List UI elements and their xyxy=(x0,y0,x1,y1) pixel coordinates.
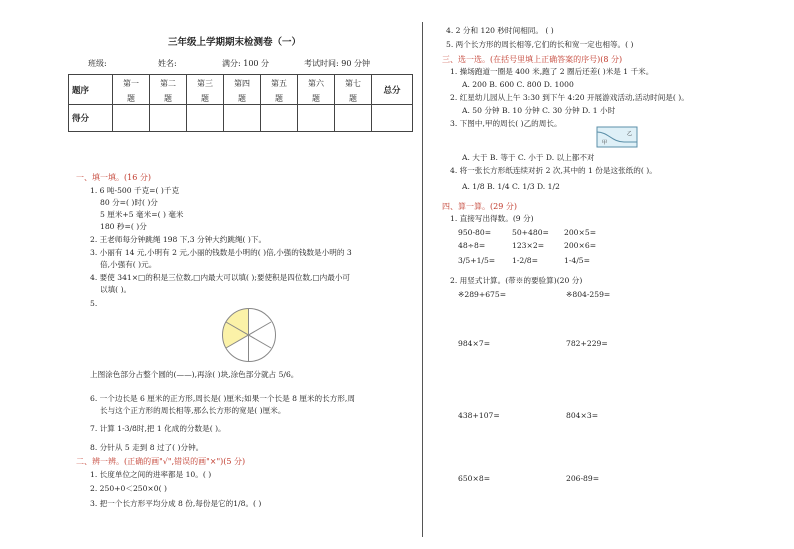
score-table-score-row xyxy=(69,105,413,132)
col-1-suffix: 题 xyxy=(127,94,135,103)
question-5-number: 5. xyxy=(90,299,98,308)
col-3-label: 第三 xyxy=(197,79,213,88)
calc-1-r2-b: 123×2= xyxy=(512,241,545,250)
calc-1-r1-c: 200×5= xyxy=(564,228,597,237)
question-6b: 长与这个正方形的周长相等,那么长方形的宽是( )厘米。 xyxy=(100,406,286,415)
calc-1-r1-b: 50+480= xyxy=(512,228,549,237)
col-5 xyxy=(261,75,298,105)
question-4a: 4. 要使 341×□的积是三位数,□内最大可以填( );要使积是四位数,□内最小可 xyxy=(90,273,351,282)
class-label: 班级: xyxy=(88,59,107,68)
calc-1-r3-c: 1-4/5= xyxy=(564,256,590,265)
col-7-label: 第七 xyxy=(345,79,361,88)
figure-label-a: 甲 xyxy=(602,140,608,146)
question-5-text: 上图涂色部分占整个圆的(——),再涂( )块,涂色部分就占 5/6。 xyxy=(90,370,299,379)
choice-2: 2. 红星幼儿园从上午 3:30 到下午 4:20 开展游戏活动,活动时间是( )。 xyxy=(450,93,689,102)
col-1 xyxy=(113,75,150,105)
row-label-score: 得分 xyxy=(69,105,113,132)
col-2 xyxy=(150,75,187,105)
col-4-label: 第四 xyxy=(234,79,250,88)
section-2-title: 二、辨一辨。(正确的画"√",错误的画"×")(5 分) xyxy=(76,457,246,466)
question-3a: 3. 小丽有 14 元,小明有 2 元,小丽的钱数是小明的( )倍,小强的钱数是小明的 3 xyxy=(90,248,352,257)
question-7: 7. 计算 1-3/8时,把 1 化成的分数是( )。 xyxy=(90,424,226,433)
page-title: 三年级上学期期末检测卷（一） xyxy=(168,37,302,48)
col-3-suffix: 题 xyxy=(201,94,209,103)
score-cell-2[interactable] xyxy=(150,105,187,132)
score-cell-4[interactable] xyxy=(224,105,261,132)
question-1a: 1. 6 吨-500 千克=( )千克 xyxy=(90,186,180,195)
calc-2-r1-b: ※804-259= xyxy=(566,290,611,299)
question-4b: 以填( )。 xyxy=(100,285,132,294)
row-label-question: 题序 xyxy=(69,75,113,105)
exam-time: 考试时间: 90 分钟 xyxy=(304,59,370,68)
calc-2-r2-a: 984×7= xyxy=(458,339,491,348)
col-5-suffix: 题 xyxy=(275,94,283,103)
col-6 xyxy=(298,75,335,105)
col-6-suffix: 题 xyxy=(312,94,320,103)
score-cell-6[interactable] xyxy=(298,105,335,132)
judge-3: 3. 把一个长方形平均分成 8 份,每份是它的1/8。( ) xyxy=(90,499,262,508)
question-8: 8. 分针从 5 走到 8 过了( )分钟。 xyxy=(90,443,204,452)
choice-1-options: A. 200 B. 600 C. 800 D. 1000 xyxy=(462,80,574,89)
section-3-title: 三、选一选。(在括号里填上正确答案的序号)(8 分) xyxy=(442,55,623,64)
column-divider xyxy=(422,22,423,537)
col-1-label: 第一 xyxy=(123,79,139,88)
calc-1-title: 1. 直接写出得数。(9 分) xyxy=(450,214,534,223)
judge-4: 4. 2 分和 120 秒时间相同。 ( ) xyxy=(446,26,554,35)
question-1b: 80 分=( )时( )分 xyxy=(100,198,158,207)
figure-label-b: 乙 xyxy=(627,131,633,137)
judge-2: 2. 250+0＜250×0( ) xyxy=(90,484,167,493)
section-1-title: 一、填一填。(16 分) xyxy=(76,173,151,182)
score-table-header-row xyxy=(69,75,413,105)
perimeter-figure xyxy=(596,126,638,148)
calc-2-r3-a: 438+107= xyxy=(458,411,500,420)
score-cell-1[interactable] xyxy=(113,105,150,132)
question-3b: 倍,小强有( )元。 xyxy=(100,260,157,269)
calc-2-r4-b: 206-89= xyxy=(566,474,600,483)
judge-5: 5. 两个长方形的周长相等,它们的长和宽一定也相等。( ) xyxy=(446,40,634,49)
score-table xyxy=(68,74,413,132)
full-score: 满分: 100 分 xyxy=(222,59,270,68)
name-label: 姓名: xyxy=(158,59,177,68)
question-6a: 6. 一个边长是 6 厘米的正方形,周长是( )厘米;如果一个长是 8 厘米的长方形,周 xyxy=(90,394,355,403)
question-1d: 180 秒=( )分 xyxy=(100,222,147,231)
calc-2-title: 2. 用竖式计算。(带※的要验算)(20 分) xyxy=(450,276,583,285)
calc-2-r1-a: ※289+675= xyxy=(458,290,507,299)
calc-2-r4-a: 650×8= xyxy=(458,474,491,483)
col-6-label: 第六 xyxy=(308,79,324,88)
col-4 xyxy=(224,75,261,105)
col-2-label: 第二 xyxy=(160,79,176,88)
calc-1-r2-a: 48÷8= xyxy=(458,241,486,250)
calc-1-r3-a: 3/5+1/5= xyxy=(458,256,496,265)
col-4-suffix: 题 xyxy=(238,94,246,103)
score-cell-total[interactable] xyxy=(372,105,413,132)
score-cell-7[interactable] xyxy=(335,105,372,132)
calc-1-r1-a: 950-80= xyxy=(458,228,492,237)
calc-2-r3-b: 804×3= xyxy=(566,411,599,420)
col-3 xyxy=(187,75,224,105)
score-cell-5[interactable] xyxy=(261,105,298,132)
calc-1-r3-b: 1-2/8= xyxy=(512,256,538,265)
calc-1-r2-c: 200×6= xyxy=(564,241,597,250)
col-5-label: 第五 xyxy=(271,79,287,88)
section-4-title: 四、算一算。(29 分) xyxy=(442,202,517,211)
choice-1: 1. 操场跑道一圈是 400 米,跑了 2 圈后还差( )米是 1 千米。 xyxy=(450,67,654,76)
choice-4: 4. 将一张长方形纸连续对折 2 次,其中的 1 份是这张纸的( )。 xyxy=(450,166,657,175)
col-2-suffix: 题 xyxy=(164,94,172,103)
score-cell-3[interactable] xyxy=(187,105,224,132)
choice-3-options: A. 大于 B. 等于 C. 小于 D. 以上都不对 xyxy=(462,153,595,162)
question-1c: 5 厘米+5 毫米=( ) 毫米 xyxy=(100,210,184,219)
col-total: 总分 xyxy=(372,75,413,105)
question-2: 2. 王老师每分钟跳绳 198 下,3 分钟大约跳绳( )下。 xyxy=(90,235,267,244)
col-7-suffix: 题 xyxy=(349,94,357,103)
col-7 xyxy=(335,75,372,105)
choice-2-options: A. 50 分钟 B. 10 分钟 C. 30 分钟 D. 1 小时 xyxy=(462,106,616,115)
choice-3: 3. 下图中,甲的周长( )乙的周长。 xyxy=(450,119,562,128)
calc-2-r2-b: 782+229= xyxy=(566,339,608,348)
judge-1: 1. 长度单位之间的进率都是 10。( ) xyxy=(90,470,212,479)
choice-4-options: A. 1/8 B. 1/4 C. 1/3 D. 1/2 xyxy=(462,182,560,191)
